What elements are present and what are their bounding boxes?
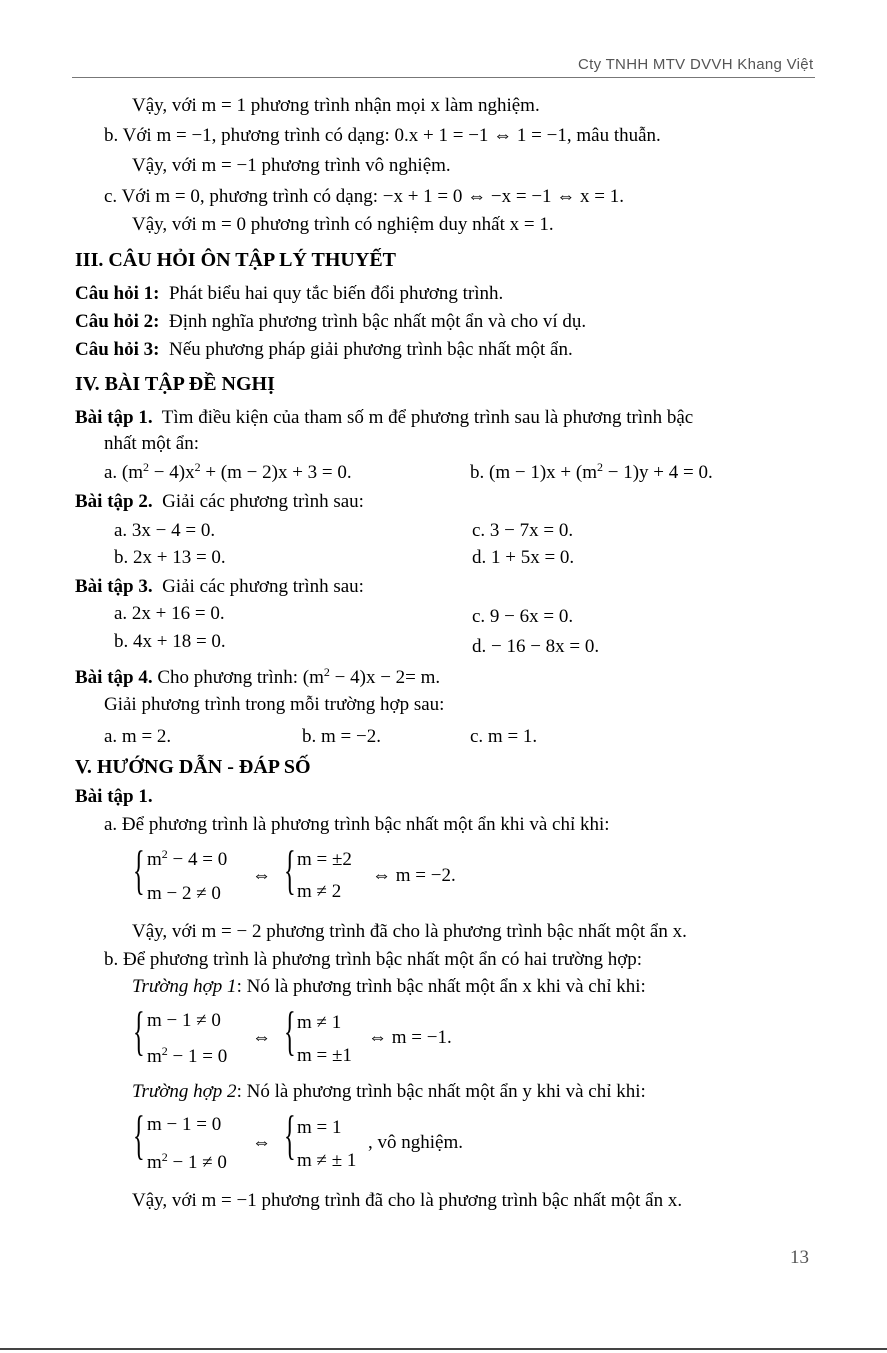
text-line: b. Với m = −1, phương trình có dạng: 0.x + 1 = −1 ⇔ 1 = −1, mâu thuẫn. xyxy=(104,125,661,146)
text-line: Vậy, với m = 1 phương trình nhận mọi x làm nghiệm. xyxy=(132,95,540,116)
answer-label: Bài tập 1. xyxy=(75,786,153,807)
question-label: Câu hỏi 2: xyxy=(75,311,160,332)
answer-text: b. Để phương trình là phương trình bậc nhất một ẩn có hai trường hợp: xyxy=(104,949,643,970)
exercise-text: Tìm điều kiện của tham số m để phương trình sau là phương trình bậc xyxy=(161,407,694,428)
system-result: , vô nghiệm. xyxy=(368,1132,463,1153)
exercise-2d: d. 1 + 5x = 0. xyxy=(472,547,575,568)
exercise-text-cont: nhất một ẩn: xyxy=(104,433,199,454)
exercise-text-cont: Giải phương trình trong mỗi trường hợp sau: xyxy=(104,694,445,715)
system-result: ⇔ m = −1. xyxy=(368,1027,452,1048)
exercise-label: Bài tập 4. xyxy=(75,667,153,688)
answer-text: Vậy, với m = − 2 phương trình đã cho là phương trình bậc nhất một ẩn x. xyxy=(132,921,687,942)
system-row: m = 1 xyxy=(297,1117,342,1138)
brace-icon: { xyxy=(133,840,145,900)
system-row: m − 1 = 0 xyxy=(147,1114,222,1135)
exercise-1a: a. $(m^2 - 4)x^2 + (m - 2)x + 3 = 0$. xyxy=(104,460,352,483)
question-text: Định nghĩa phương trình bậc nhất một ẩn và cho ví dụ. xyxy=(168,311,587,332)
system-row: m − 2 ≠ 0 xyxy=(147,883,221,904)
question-label: Câu hỏi 3: xyxy=(75,339,160,360)
system-row: m = ±1 xyxy=(297,1045,352,1066)
question-2 xyxy=(75,312,586,331)
case-2: Trường hợp 2: Nó là phương trình bậc nhất một ẩn y khi và chỉ khi: xyxy=(132,1081,646,1102)
text-line: c. Với m = 0, phương trình có dạng: −x + 1 = 0 ⇔ −x = −1 ⇔ x = 1. xyxy=(104,186,625,207)
exercise-4a: a. m = 2. xyxy=(104,726,172,747)
exercise-1 xyxy=(75,408,693,427)
exercise-2 xyxy=(75,492,364,511)
system-row: m ≠ ± 1 xyxy=(297,1150,357,1171)
brace-icon: { xyxy=(133,1105,145,1165)
question-text: Nếu phương pháp giải phương trình bậc nhất một ẩn. xyxy=(168,339,573,360)
exercise-label: Bài tập 2. xyxy=(75,491,153,512)
section-title: IV. BÀI TẬP ĐỀ NGHỊ xyxy=(75,373,275,395)
equivalence-icon: ⇔ xyxy=(252,865,271,886)
section-title: V. HƯỚNG DẪN - ĐÁP SỐ xyxy=(75,756,311,778)
answer-text: a. Để phương trình là phương trình bậc nhất một ẩn khi và chỉ khi: xyxy=(104,814,610,835)
exercise-2c: c. 3 − 7x = 0. xyxy=(472,520,574,541)
brace-icon: { xyxy=(133,1001,145,1061)
system-row: m ≠ 1 xyxy=(297,1012,342,1033)
exercise-4: Bài tập 4. Cho phương trình: $(m^2 - 4)x - 2= m$. xyxy=(75,665,441,688)
brace-icon: { xyxy=(284,1105,296,1165)
exercise-label: Bài tập 3. xyxy=(75,576,153,597)
page-number: 13 xyxy=(790,1247,809,1268)
case-1: Trường hợp 1: Nó là phương trình bậc nhất một ẩn x khi và chỉ khi: xyxy=(132,976,646,997)
question-3 xyxy=(75,340,573,359)
bottom-rule xyxy=(0,1348,887,1350)
brace-icon: { xyxy=(284,840,296,900)
exercise-text: Giải các phương trình sau: xyxy=(162,576,364,597)
text-line: Vậy, với m = 0 phương trình có nghiệm duy nhất x = 1. xyxy=(132,214,554,235)
exercise-4b: b. m = −2. xyxy=(302,726,381,747)
system-row: m ≠ 2 xyxy=(297,881,342,902)
question-1 xyxy=(75,284,503,303)
system-row: m − 1 ≠ 0 xyxy=(147,1010,221,1031)
system-result: ⇔ m = −2. xyxy=(372,865,456,886)
system-row: m = ±2 xyxy=(297,849,352,870)
exercise-2a: a. 3x − 4 = 0. xyxy=(114,520,216,541)
header-rule xyxy=(72,77,815,78)
equivalence-icon: ⇔ xyxy=(252,1027,271,1048)
question-label: Câu hỏi 1: xyxy=(75,283,160,304)
exercise-3c: c. 9 − 6x = 0. xyxy=(472,606,574,627)
equivalence-icon: ⇔ xyxy=(252,1132,271,1153)
exercise-label: Bài tập 1. xyxy=(75,407,153,428)
exercise-4c: c. m = 1. xyxy=(470,726,538,747)
exercise-text: Giải các phương trình sau: xyxy=(162,491,364,512)
exercise-2b: b. 2x + 13 = 0. xyxy=(114,547,226,568)
exercise-1b: b. $(m - 1)x + (m^2 - 1)y + 4 = 0$. xyxy=(470,460,713,483)
publisher-header: Cty TNHH MTV DVVH Khang Việt xyxy=(578,56,814,73)
system-row: $m^2 - 1 = 0$ xyxy=(147,1044,228,1067)
brace-icon: { xyxy=(284,1001,296,1061)
text-line: Vậy, với m = −1 phương trình vô nghiệm. xyxy=(132,155,451,176)
exercise-3d: d. − 16 − 8x = 0. xyxy=(472,636,600,657)
answer-text: Vậy, với m = −1 phương trình đã cho là phương trình bậc nhất một ẩn x. xyxy=(132,1190,683,1211)
system-row: $m^2 - 1 \ne 0$ xyxy=(147,1150,227,1173)
exercise-3b: b. 4x + 18 = 0. xyxy=(114,631,226,652)
system-row: $m^2 - 4 = 0$ xyxy=(147,847,228,870)
question-text: Phát biểu hai quy tắc biến đổi phương trình. xyxy=(168,283,504,304)
exercise-3 xyxy=(75,577,364,596)
section-title: III. CÂU HỎI ÔN TẬP LÝ THUYẾT xyxy=(75,249,396,271)
exercise-3a: a. 2x + 16 = 0. xyxy=(114,603,225,624)
